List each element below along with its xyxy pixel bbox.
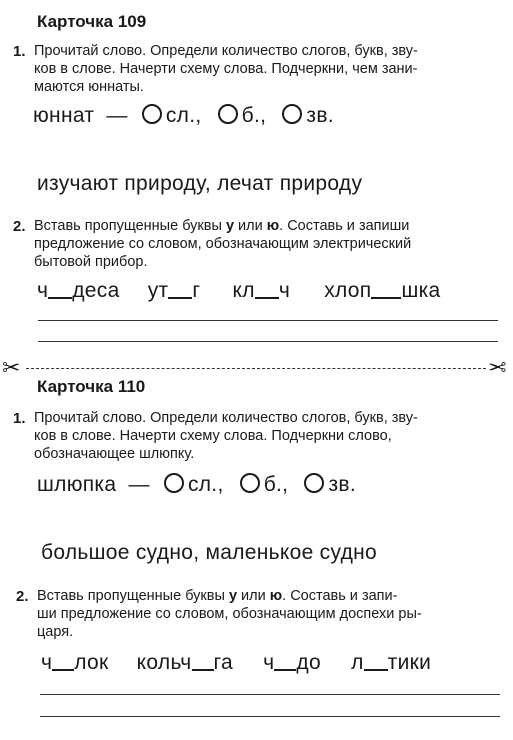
blank-gap[interactable]: [364, 653, 388, 671]
word-part: лок: [74, 651, 109, 674]
gap-word: [37, 279, 120, 302]
writing-line[interactable]: [40, 694, 500, 695]
text-line: ков в слове. Начерти схему слова. Подчеркни, чем зани-: [34, 61, 418, 77]
card-109-word-scheme: [33, 104, 334, 128]
card-110-word-scheme: [37, 473, 356, 497]
blank-gap[interactable]: [52, 653, 74, 671]
word: шлюпка: [37, 473, 117, 496]
scissors-icon: ✂: [488, 355, 507, 380]
gap-word: [148, 279, 201, 302]
word-part: г: [192, 279, 201, 302]
circle-icon[interactable]: [304, 473, 324, 493]
word-part: ут: [147, 279, 169, 302]
sounds-label: зв.: [328, 473, 356, 496]
text-line: предложение со словом, обозначающим электрический: [34, 236, 412, 252]
cut-line: [26, 368, 486, 369]
word-part: га: [213, 651, 234, 674]
word: юннат: [33, 104, 95, 127]
gap-word: [137, 651, 233, 674]
word-part: кл: [232, 279, 255, 302]
letters-label: б.,: [241, 104, 267, 127]
text-fragment: или: [238, 218, 263, 234]
text-fragment: Вставь пропущенные буквы: [34, 218, 222, 234]
text-line: царя.: [37, 624, 74, 640]
card-109-task-1-text: [34, 42, 504, 96]
card-110-task-1-number: 1.: [13, 410, 26, 427]
card-109-title: Карточка 109: [37, 12, 147, 31]
text-line: ков в слове. Начерти схему слова. Подчеркни слово,: [34, 428, 392, 444]
text-line: маются юннаты.: [34, 79, 144, 95]
blank-gap[interactable]: [48, 281, 72, 299]
dash: —: [128, 473, 150, 496]
word-part: тики: [387, 651, 432, 674]
dash: —: [106, 104, 128, 127]
blank-gap[interactable]: [192, 653, 214, 671]
gap-word: [41, 651, 109, 674]
gap-word: [263, 651, 321, 674]
word-part: л: [351, 651, 364, 674]
circle-icon[interactable]: [164, 473, 184, 493]
letter-u: у: [228, 588, 238, 604]
circle-icon[interactable]: [282, 104, 302, 124]
circle-icon[interactable]: [218, 104, 238, 124]
gap-word: [233, 279, 291, 302]
word-part: деса: [72, 279, 120, 302]
word-part: ч: [263, 651, 275, 674]
writing-line[interactable]: [38, 320, 498, 321]
card-109-task-2-text: [34, 217, 504, 271]
blank-gap[interactable]: [274, 653, 296, 671]
sounds-label: зв.: [306, 104, 334, 127]
scissors-icon: ✂: [2, 355, 21, 380]
card-110-task-2-number: 2.: [16, 588, 29, 605]
text-line: ши предложение со словом, обозначающим доспехи ры-: [37, 606, 422, 622]
card-110-task-1-text: [34, 409, 504, 463]
syllables-label: сл.,: [187, 473, 224, 496]
circle-icon[interactable]: [142, 104, 162, 124]
text-line: Прочитай слово. Определи количество слогов, букв, зву-: [34, 410, 418, 426]
blank-gap[interactable]: [371, 281, 401, 299]
word-part: ч: [41, 651, 53, 674]
writing-line[interactable]: [40, 716, 500, 717]
card-110-phrase[interactable]: большое судно, маленькое судно: [41, 541, 378, 564]
text-fragment: . Составь и запи-: [282, 588, 398, 604]
text-fragment: . Составь и запиши: [279, 218, 410, 234]
word-part: шка: [401, 279, 441, 302]
text-fragment: или: [241, 588, 266, 604]
card-110-task-2-text: [37, 587, 505, 641]
word-part: до: [296, 651, 321, 674]
card-110-gap-words: [41, 651, 431, 675]
card-109-gap-words: [37, 279, 441, 303]
letter-u: у: [225, 218, 235, 234]
word-part: кольч: [136, 651, 192, 674]
writing-line[interactable]: [38, 341, 498, 342]
text-line: обозначающее шлюпку.: [34, 446, 195, 462]
card-109-task-1-number: 1.: [13, 43, 26, 60]
word-part: хлоп: [324, 279, 372, 302]
card-109-task-2-number: 2.: [13, 218, 26, 235]
word-part: ч: [278, 279, 291, 302]
syllables-label: сл.,: [165, 104, 202, 127]
card-110-title: Карточка 110: [37, 377, 146, 396]
blank-gap[interactable]: [255, 281, 279, 299]
blank-gap[interactable]: [168, 281, 192, 299]
letters-label: б.,: [263, 473, 289, 496]
letter-yu: ю: [269, 588, 283, 604]
gap-word: [351, 651, 431, 674]
text-fragment: Вставь пропущенные буквы: [37, 588, 225, 604]
text-line: Прочитай слово. Определи количество слогов, букв, зву-: [34, 43, 418, 59]
circle-icon[interactable]: [240, 473, 260, 493]
letter-yu: ю: [266, 218, 280, 234]
word-part: ч: [37, 279, 49, 302]
text-line: бытовой прибор.: [34, 254, 148, 270]
card-109-phrase[interactable]: изучают природу, лечат природу: [37, 172, 363, 195]
gap-word: [324, 279, 440, 302]
